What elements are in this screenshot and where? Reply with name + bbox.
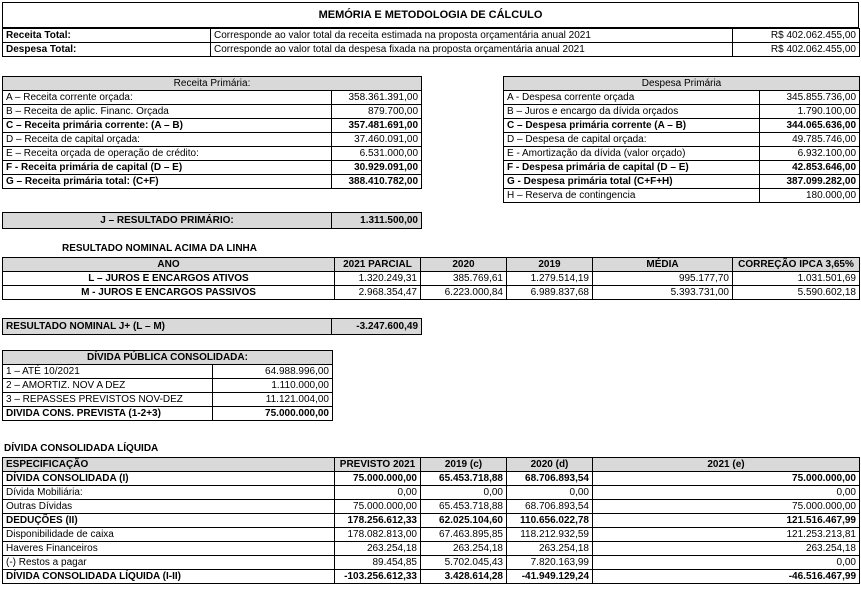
page-title: MEMÓRIA E METODOLOGIA DE CÁLCULO (2, 2, 859, 28)
despesa-row (504, 175, 860, 189)
divida-header: DÍVIDA PÚBLICA CONSOLIDADA: (3, 351, 333, 365)
liquida-cell: 7.820.163,99 (507, 556, 593, 570)
divida-row (3, 407, 333, 421)
receita-value: 879.700,00 (332, 105, 422, 119)
liquida-row-label: (-) Restos a pagar (3, 556, 335, 570)
liquida-cell: 121.516.467,99 (593, 514, 860, 528)
receita-label: E – Receita orçada de operação de crédito: (3, 147, 332, 161)
liquida-cell: 3.428.614,28 (421, 570, 507, 584)
liquida-row-label: DEDUÇÕES (II) (3, 514, 335, 528)
liquida-column-header: PREVISTO 2021 (335, 458, 421, 472)
liquida-cell: 0,00 (421, 486, 507, 500)
resultado-nominal-title: RESULTADO NOMINAL ACIMA DA LINHA (62, 243, 257, 254)
despesa-value: 387.099.282,00 (760, 175, 860, 189)
divida-value: 64.988.996,00 (213, 365, 333, 379)
receita-value: 357.481.691,00 (332, 119, 422, 133)
nominal-column-header: CORREÇÃO IPCA 3,65% (733, 258, 860, 272)
liquida-cell: 65.453.718,88 (421, 472, 507, 486)
receita-row (3, 133, 422, 147)
divida-value: 11.121.004,00 (213, 393, 333, 407)
divida-label: DIVIDA CONS. PREVISTA (1-2+3) (3, 407, 213, 421)
summary-label: Receita Total: (3, 29, 211, 43)
summary-table (2, 28, 860, 57)
despesa-label: B – Juros e encargo da dívida orçados (504, 105, 760, 119)
divida-label: 1 – ATÉ 10/2021 (3, 365, 213, 379)
liquida-row-label: Dívida Mobiliária: (3, 486, 335, 500)
divida-header-row (3, 351, 333, 365)
receita-header: Receita Primária: (3, 77, 422, 91)
receita-row (3, 119, 422, 133)
liquida-row (3, 556, 860, 570)
despesa-label: H – Reserva de contingencia (504, 189, 760, 203)
liquida-cell: 62.025.104,60 (421, 514, 507, 528)
liquida-row-label: Outras Dívidas (3, 500, 335, 514)
receita-header-row (3, 77, 422, 91)
nominal-cell: 995.177,70 (593, 272, 733, 286)
despesa-value: 6.932.100,00 (760, 147, 860, 161)
summary-value: R$ 402.062.455,00 (733, 43, 860, 57)
nominal-column-header: ANO (3, 258, 335, 272)
nominal-column-header: 2019 (507, 258, 593, 272)
nominal-cell: 1.320.249,31 (335, 272, 421, 286)
despesa-label: F - Despesa primária de capital (D – E) (504, 161, 760, 175)
nominal-row (3, 286, 860, 300)
liquida-row (3, 500, 860, 514)
liquida-column-header: 2019 (c) (421, 458, 507, 472)
liquida-cell: 178.256.612,33 (335, 514, 421, 528)
divida-label: 3 – REPASSES PREVISTOS NOV-DEZ (3, 393, 213, 407)
liquida-row (3, 570, 860, 584)
nominal-cell: 2.968.354,47 (335, 286, 421, 300)
nominal-cell: 5.393.731,00 (593, 286, 733, 300)
despesa-value: 42.853.646,00 (760, 161, 860, 175)
liquida-cell: 263.254,18 (593, 542, 860, 556)
liquida-cell: -46.516.467,99 (593, 570, 860, 584)
summary-row (3, 43, 860, 57)
despesa-primaria-table (503, 76, 860, 203)
liquida-row-label: Haveres Financeiros (3, 542, 335, 556)
liquida-row-label: DÍVIDA CONSOLIDADA LÍQUIDA (I-II) (3, 570, 335, 584)
despesa-label: A - Despesa corrente orçada (504, 91, 760, 105)
receita-row (3, 105, 422, 119)
divida-row (3, 393, 333, 407)
nominal-cell: 6.989.837,68 (507, 286, 593, 300)
liquida-cell: 0,00 (593, 486, 860, 500)
despesa-label: C – Despesa primária corrente (A – B) (504, 119, 760, 133)
liquida-row-label: Disponibilidade de caixa (3, 528, 335, 542)
despesa-value: 345.855.736,00 (760, 91, 860, 105)
receita-label: D – Receita de capital orçada: (3, 133, 332, 147)
liquida-header-row (3, 458, 860, 472)
despesa-row (504, 119, 860, 133)
resultado-nominal-table (2, 257, 860, 300)
summary-description: Corresponde ao valor total da despesa fixada na proposta orçamentária anual 2021 (211, 43, 733, 57)
nominal-cell: 385.769,61 (421, 272, 507, 286)
despesa-value: 180.000,00 (760, 189, 860, 203)
liquida-cell: 89.454,85 (335, 556, 421, 570)
receita-primaria-table (2, 76, 422, 189)
nominal-column-header: 2021 PARCIAL (335, 258, 421, 272)
despesa-label: E - Amortização da dívida (valor orçado) (504, 147, 760, 161)
liquida-row (3, 472, 860, 486)
receita-value: 30.929.091,00 (332, 161, 422, 175)
nominal-column-header: MÉDIA (593, 258, 733, 272)
liquida-row-label: DÍVIDA CONSOLIDADA (I) (3, 472, 335, 486)
despesa-row (504, 133, 860, 147)
divida-value: 75.000.000,00 (213, 407, 333, 421)
liquida-row (3, 514, 860, 528)
nominal-row-label: M - JUROS E ENCARGOS PASSIVOS (3, 286, 335, 300)
nominal-cell: 1.279.514,19 (507, 272, 593, 286)
liquida-cell: 68.706.893,54 (507, 472, 593, 486)
liquida-cell: 75.000.000,00 (593, 500, 860, 514)
liquida-cell: 118.212.932,59 (507, 528, 593, 542)
liquida-title: DÍVIDA CONSOLIDADA LÍQUIDA (4, 443, 159, 454)
liquida-column-header: 2021 (e) (593, 458, 860, 472)
summary-label: Despesa Total: (3, 43, 211, 57)
liquida-row (3, 528, 860, 542)
divida-label: 2 – AMORTIZ. NOV A DEZ (3, 379, 213, 393)
divida-value: 1.110.000,00 (213, 379, 333, 393)
summary-description: Corresponde ao valor total da receita estimada na proposta orçamentária anual 2021 (211, 29, 733, 43)
receita-value: 37.460.091,00 (332, 133, 422, 147)
liquida-cell: -41.949.129,24 (507, 570, 593, 584)
receita-row (3, 175, 422, 189)
liquida-cell: 263.254,18 (507, 542, 593, 556)
liquida-cell: 75.000.000,00 (335, 472, 421, 486)
liquida-table (2, 457, 860, 584)
nominal-cell: 5.590.602,18 (733, 286, 860, 300)
liquida-cell: 75.000.000,00 (593, 472, 860, 486)
liquida-cell: 263.254,18 (421, 542, 507, 556)
liquida-cell: 0,00 (335, 486, 421, 500)
despesa-header: Despesa Primária (504, 77, 860, 91)
liquida-cell: 68.706.893,54 (507, 500, 593, 514)
receita-row (3, 91, 422, 105)
liquida-cell: 67.463.895,85 (421, 528, 507, 542)
despesa-value: 49.785.746,00 (760, 133, 860, 147)
divida-publica-table (2, 350, 333, 421)
liquida-cell: 0,00 (593, 556, 860, 570)
liquida-column-header: 2020 (d) (507, 458, 593, 472)
liquida-cell: 5.702.045,43 (421, 556, 507, 570)
nominal-row (3, 272, 860, 286)
receita-label: G – Receita primária total: (C+F) (3, 175, 332, 189)
resultado-nominal-value: -3.247.600,49 (332, 319, 422, 335)
despesa-label: D – Despesa de capital orçada: (504, 133, 760, 147)
resultado-nominal-box (2, 318, 422, 335)
despesa-row (504, 189, 860, 203)
summary-value: R$ 402.062.455,00 (733, 29, 860, 43)
liquida-row (3, 486, 860, 500)
divida-row (3, 379, 333, 393)
despesa-row (504, 105, 860, 119)
nominal-cell: 1.031.501,69 (733, 272, 860, 286)
despesa-value: 1.790.100,00 (760, 105, 860, 119)
resultado-primario-box (2, 212, 422, 229)
receita-row (3, 147, 422, 161)
liquida-row (3, 542, 860, 556)
liquida-cell: 65.453.718,88 (421, 500, 507, 514)
resultado-primario-label: J – RESULTADO PRIMÁRIO: (3, 213, 332, 229)
liquida-cell: 75.000.000,00 (335, 500, 421, 514)
despesa-row (504, 91, 860, 105)
despesa-row (504, 161, 860, 175)
despesa-value: 344.065.636,00 (760, 119, 860, 133)
receita-value: 6.531.000,00 (332, 147, 422, 161)
despesa-label: G - Despesa primária total (C+F+H) (504, 175, 760, 189)
receita-row (3, 161, 422, 175)
summary-row (3, 29, 860, 43)
receita-label: A – Receita corrente orçada: (3, 91, 332, 105)
resultado-primario-value: 1.311.500,00 (332, 213, 422, 229)
liquida-cell: 0,00 (507, 486, 593, 500)
receita-value: 388.410.782,00 (332, 175, 422, 189)
liquida-cell: 263.254,18 (335, 542, 421, 556)
receita-label: F - Receita primária de capital (D – E) (3, 161, 332, 175)
nominal-column-header: 2020 (421, 258, 507, 272)
resultado-nominal-label: RESULTADO NOMINAL J+ (L – M) (3, 319, 332, 335)
receita-value: 358.361.391,00 (332, 91, 422, 105)
receita-label: C – Receita primária corrente: (A – B) (3, 119, 332, 133)
despesa-row (504, 147, 860, 161)
liquida-cell: 178.082.813,00 (335, 528, 421, 542)
liquida-cell: 121.253.213,81 (593, 528, 860, 542)
liquida-cell: 110.656.022,78 (507, 514, 593, 528)
divida-row (3, 365, 333, 379)
receita-label: B – Receita de aplic. Financ. Orçada (3, 105, 332, 119)
nominal-cell: 6.223.000,84 (421, 286, 507, 300)
liquida-column-header: ESPECIFICAÇÃO (3, 458, 335, 472)
despesa-header-row (504, 77, 860, 91)
nominal-row-label: L – JUROS E ENCARGOS ATIVOS (3, 272, 335, 286)
nominal-header-row (3, 258, 860, 272)
liquida-cell: -103.256.612,33 (335, 570, 421, 584)
